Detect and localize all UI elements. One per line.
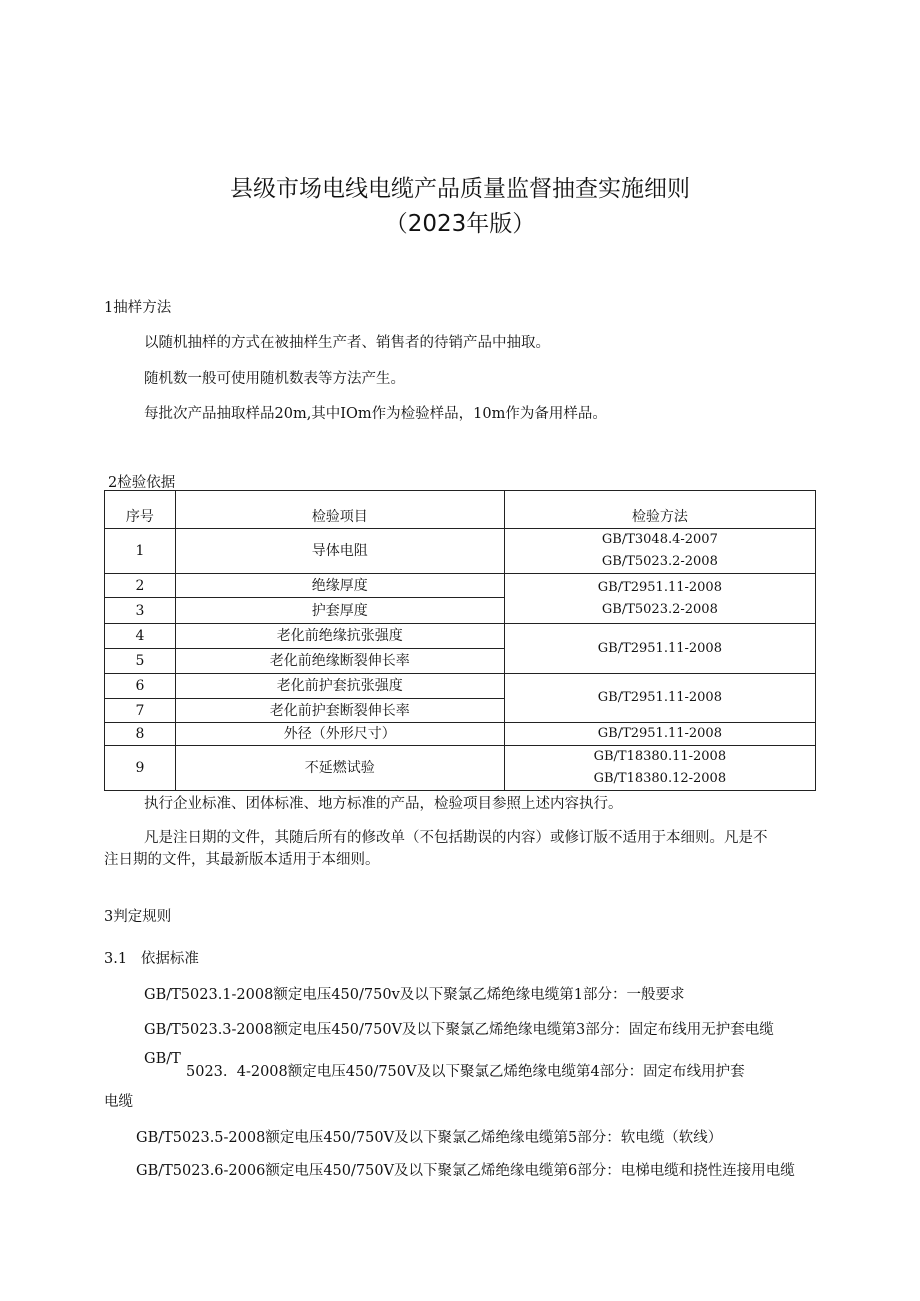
row-method <box>504 574 815 624</box>
method-line: GB/T2951.11-2008 <box>597 579 722 595</box>
standard-line-3-continued: 电缆 <box>104 1094 133 1110</box>
row-item: 老化前护套断裂伸长率 <box>175 699 504 723</box>
section-1-paragraph-3: 每批次产品抽取样品20m,其中IOm作为检验样品，10m作为备用样品。 <box>144 406 607 422</box>
row-no: 5 <box>105 649 176 674</box>
row-method <box>504 529 815 574</box>
row-item: 导体电阻 <box>175 529 504 574</box>
table-row <box>105 674 816 699</box>
standard-line-3: 5023. 4-2008额定电压450/750V及以下聚氯乙烯绝缘电缆第4部分：固定布线用护套 <box>186 1064 745 1080</box>
row-method: GB/T2951.11-2008 <box>504 723 815 746</box>
header-item: 检验项目 <box>175 491 504 529</box>
header-method: 检验方法 <box>504 491 815 529</box>
standard-line-4: GB/T5023.5-2008额定电压450/750V及以下聚氯乙烯绝缘电缆第5部分：软电缆（软线） <box>136 1130 723 1146</box>
row-no: 9 <box>105 746 176 791</box>
row-no: 1 <box>105 529 176 574</box>
table-row <box>105 574 816 598</box>
row-item: 护套厚度 <box>175 598 504 624</box>
section-3-heading: 3判定规则 <box>104 909 172 925</box>
row-item: 老化前绝缘断裂伸长率 <box>175 649 504 674</box>
row-item: 不延燃试验 <box>175 746 504 791</box>
table-row <box>105 624 816 649</box>
section-2-note-2: 凡是注日期的文件，其随后所有的修改单（不包括勘误的内容）或修订版不适用于本细则。凡是不 <box>144 830 768 846</box>
document-edition: （2023年版） <box>384 211 536 237</box>
section-2-note-3: 注日期的文件，其最新版本适用于本细则。 <box>104 852 380 868</box>
standard-line-2: GB/T5023.3-2008额定电压450/750V及以下聚氯乙烯绝缘电缆第3部分：固定布线用无护套电缆 <box>144 1022 774 1038</box>
method-line: GB/T18380.11-2008 <box>593 749 727 764</box>
method-line: GB/T5023.2-2008 <box>601 601 718 617</box>
section-2-note-1: 执行企业标准、团体标准、地方标准的产品，检验项目参照上述内容执行。 <box>144 796 623 812</box>
standard-line-3-prefix: GB/T <box>144 1051 181 1067</box>
standard-line-5: GB/T5023.6-2006额定电压450/750V及以下聚氯乙烯绝缘电缆第6部分：电梯电缆和挠性连接用电缆 <box>136 1163 795 1179</box>
method-line: GB/T5023.2-2008 <box>601 554 718 569</box>
section-1-paragraph-2: 随机数一般可使用随机数表等方法产生。 <box>144 371 405 387</box>
row-method <box>504 746 815 791</box>
table-row <box>105 529 816 574</box>
inspection-basis-table <box>104 490 816 791</box>
row-no: 6 <box>105 674 176 699</box>
row-item: 老化前绝缘抗张强度 <box>175 624 504 649</box>
section-1-heading: 1抽样方法 <box>104 300 172 316</box>
row-no: 7 <box>105 699 176 723</box>
row-item: 外径（外形尺寸） <box>175 723 504 746</box>
header-no: 序号 <box>105 491 176 529</box>
row-no: 8 <box>105 723 176 746</box>
row-no: 4 <box>105 624 176 649</box>
section-2-heading: 2检验依据 <box>108 475 176 491</box>
method-line: GB/T18380.12-2008 <box>593 771 727 786</box>
table-header-row <box>105 491 816 529</box>
document-title: 县级市场电线电缆产品质量监督抽查实施细则 <box>230 176 690 202</box>
row-item: 绝缘厚度 <box>175 574 504 598</box>
row-no: 2 <box>105 574 176 598</box>
row-no: 3 <box>105 598 176 624</box>
row-method: GB/T2951.11-2008 <box>504 674 815 723</box>
row-item: 老化前护套抗张强度 <box>175 674 504 699</box>
table-row <box>105 746 816 791</box>
section-1-paragraph-1: 以随机抽样的方式在被抽样生产者、销售者的待销产品中抽取。 <box>144 335 550 351</box>
method-line: GB/T3048.4-2007 <box>601 532 718 547</box>
section-3-1-heading: 3.1 依据标准 <box>104 951 199 967</box>
standard-line-1: GB/T5023.1-2008额定电压450/750v及以下聚氯乙烯绝缘电缆第1部分：一般要求 <box>144 987 685 1003</box>
row-method: GB/T2951.11-2008 <box>504 624 815 674</box>
table-row <box>105 723 816 746</box>
